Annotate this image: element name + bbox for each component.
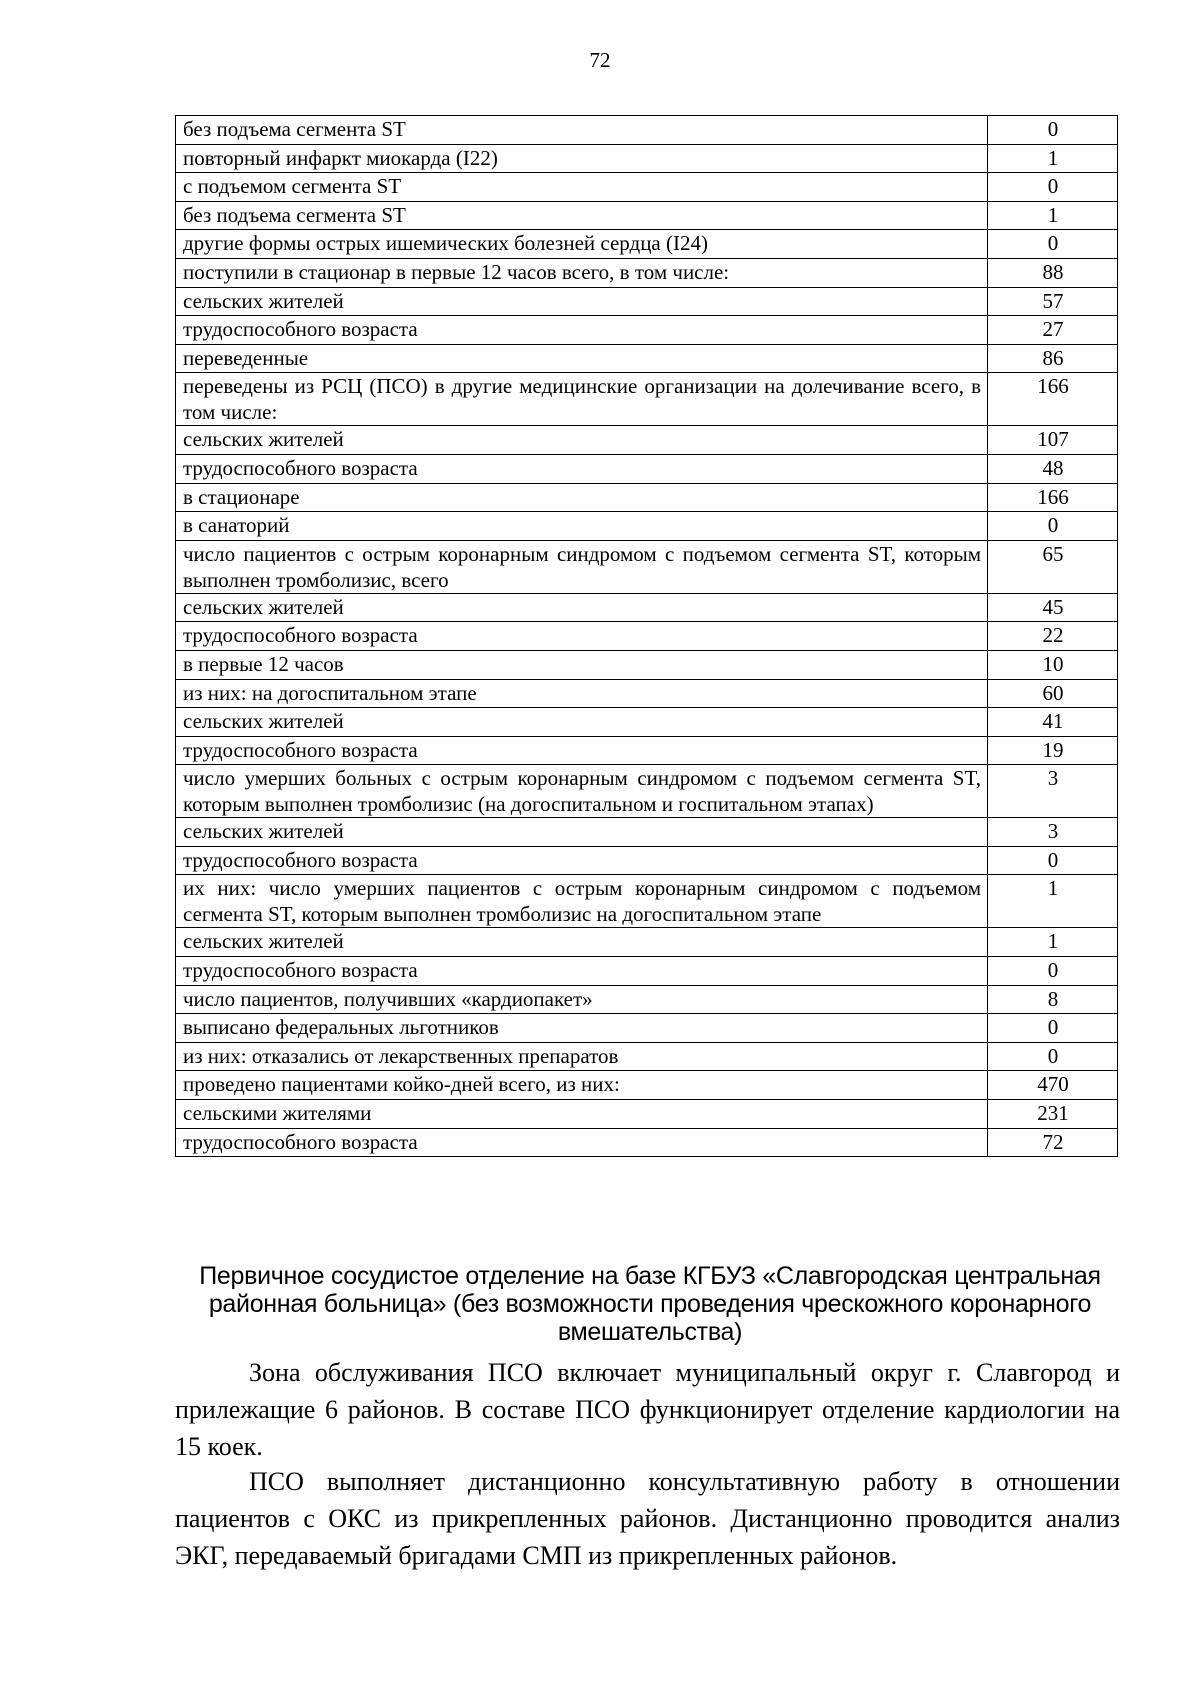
row-value: 27 xyxy=(988,316,1118,345)
row-value: 1 xyxy=(988,875,1118,928)
row-value: 48 xyxy=(988,454,1118,483)
row-label: трудоспособного возраста xyxy=(176,736,988,765)
table-row xyxy=(176,928,1118,957)
row-value: 45 xyxy=(988,593,1118,622)
row-value: 60 xyxy=(988,679,1118,708)
table-row xyxy=(176,593,1118,622)
table-row xyxy=(176,1100,1118,1129)
table-row xyxy=(176,426,1118,455)
table-row xyxy=(176,1128,1118,1157)
table-row xyxy=(176,344,1118,373)
row-label: в стационаре xyxy=(176,483,988,512)
page-number: 72 xyxy=(589,48,611,72)
row-label: сельскими жителями xyxy=(176,1100,988,1129)
section-heading: Первичное сосудистое отделение на базе КГБУЗ «Славгородская центральная районная больница» (без возможности проведения чрескожного коронарного вмешательства) xyxy=(199,1262,1101,1346)
table-row xyxy=(176,957,1118,986)
table-row xyxy=(176,985,1118,1014)
row-value: 1 xyxy=(988,144,1118,173)
row-value: 8 xyxy=(988,985,1118,1014)
row-value: 65 xyxy=(988,540,1118,593)
row-value: 0 xyxy=(988,846,1118,875)
row-label: с подъемом сегмента ST xyxy=(176,173,988,202)
row-label: в первые 12 часов xyxy=(176,650,988,679)
table-row xyxy=(176,765,1118,818)
row-label: сельских жителей xyxy=(176,818,988,847)
table-row xyxy=(176,736,1118,765)
table-row xyxy=(176,512,1118,541)
row-label: другие формы острых ишемических болезней сердца (I24) xyxy=(176,230,988,259)
row-label: проведено пациентами койко-дней всего, из них: xyxy=(176,1071,988,1100)
row-label: без подъема сегмента ST xyxy=(176,201,988,230)
row-label: поступили в стационар в первые 12 часов всего, в том числе: xyxy=(176,258,988,287)
row-label: трудоспособного возраста xyxy=(176,454,988,483)
row-value: 41 xyxy=(988,708,1118,737)
row-label: число умерших больных с острым коронарным синдромом с подъемом сегмента ST, которым выполнен тромболизис (на догоспитальном и госпитальном этапах) xyxy=(176,765,988,818)
row-value: 0 xyxy=(988,512,1118,541)
row-label: трудоспособного возраста xyxy=(176,846,988,875)
row-value: 22 xyxy=(988,622,1118,651)
table-row xyxy=(176,818,1118,847)
row-value: 1 xyxy=(988,201,1118,230)
row-value: 107 xyxy=(988,426,1118,455)
table-row xyxy=(176,173,1118,202)
row-value: 470 xyxy=(988,1071,1118,1100)
row-label: сельских жителей xyxy=(176,426,988,455)
row-label: число пациентов, получивших «кардиопакет» xyxy=(176,985,988,1014)
row-value: 0 xyxy=(988,1014,1118,1043)
row-label: переведены из РСЦ (ПСО) в другие медицинские организации на долечивание всего, в том числе: xyxy=(176,373,988,426)
row-label: трудоспособного возраста xyxy=(176,957,988,986)
row-label: их них: число умерших пациентов с острым коронарным синдромом с подъемом сегмента ST, которым выполнен тромболизис на догоспитальном этапе xyxy=(176,875,988,928)
row-value: 88 xyxy=(988,258,1118,287)
row-value: 86 xyxy=(988,344,1118,373)
statistics-table xyxy=(175,115,1118,1157)
row-value: 0 xyxy=(988,173,1118,202)
paragraph: Зона обслуживания ПСО включает муниципальный округ г. Славгород и прилежащие 6 районов. В составе ПСО функционирует отделение кардиологии на 15 коек. xyxy=(175,1358,1120,1461)
row-label: сельских жителей xyxy=(176,593,988,622)
row-value: 57 xyxy=(988,287,1118,316)
row-value: 19 xyxy=(988,736,1118,765)
row-value: 3 xyxy=(988,818,1118,847)
row-label: без подъема сегмента ST xyxy=(176,116,988,145)
table-row xyxy=(176,1042,1118,1071)
row-label: сельских жителей xyxy=(176,287,988,316)
row-value: 1 xyxy=(988,928,1118,957)
row-label: выписано федеральных льготников xyxy=(176,1014,988,1043)
row-value: 166 xyxy=(988,373,1118,426)
table-row xyxy=(176,287,1118,316)
row-label: трудоспособного возраста xyxy=(176,622,988,651)
row-value: 0 xyxy=(988,116,1118,145)
row-value: 10 xyxy=(988,650,1118,679)
row-label: сельских жителей xyxy=(176,708,988,737)
row-label: повторный инфаркт миокарда (I22) xyxy=(176,144,988,173)
table-row xyxy=(176,622,1118,651)
table-row xyxy=(176,679,1118,708)
table-row xyxy=(176,373,1118,426)
row-label: трудоспособного возраста xyxy=(176,316,988,345)
row-value: 166 xyxy=(988,483,1118,512)
table-row xyxy=(176,650,1118,679)
row-label: переведенные xyxy=(176,344,988,373)
table-row xyxy=(176,1071,1118,1100)
paragraph: ПСО выполняет дистанционно консультативную работу в отношении пациентов с ОКС из прикрепленных районов. Дистанционно проводится анализ ЭКГ, передаваемый бригадами СМП из прикрепленных районов. xyxy=(175,1467,1120,1570)
table-row xyxy=(176,1014,1118,1043)
row-value: 0 xyxy=(988,957,1118,986)
row-value: 3 xyxy=(988,765,1118,818)
table-row xyxy=(176,230,1118,259)
row-value: 0 xyxy=(988,230,1118,259)
row-value: 72 xyxy=(988,1128,1118,1157)
table-row xyxy=(176,875,1118,928)
row-label: число пациентов с острым коронарным синдромом с подъемом сегмента ST, которым выполнен тромболизис, всего xyxy=(176,540,988,593)
table-row xyxy=(176,201,1118,230)
table-row xyxy=(176,316,1118,345)
table-row xyxy=(176,708,1118,737)
table-row xyxy=(176,454,1118,483)
row-label: сельских жителей xyxy=(176,928,988,957)
table-row xyxy=(176,116,1118,145)
row-label: из них: отказались от лекарственных препаратов xyxy=(176,1042,988,1071)
table-row xyxy=(176,846,1118,875)
row-value: 231 xyxy=(988,1100,1118,1129)
row-value: 0 xyxy=(988,1042,1118,1071)
row-label: в санаторий xyxy=(176,512,988,541)
table-row xyxy=(176,144,1118,173)
table-row xyxy=(176,258,1118,287)
row-label: из них: на догоспитальном этапе xyxy=(176,679,988,708)
row-label: трудоспособного возраста xyxy=(176,1128,988,1157)
table-row xyxy=(176,540,1118,593)
table-row xyxy=(176,483,1118,512)
